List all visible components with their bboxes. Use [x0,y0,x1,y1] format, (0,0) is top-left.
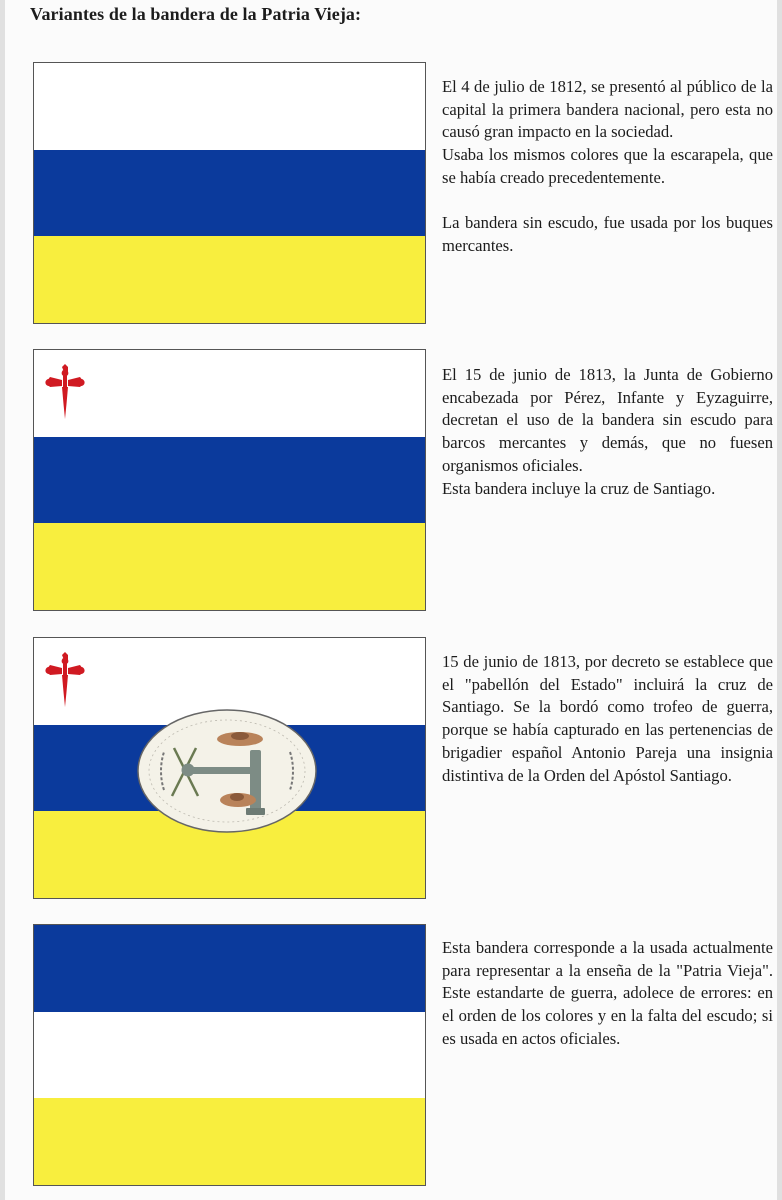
flag-2-stripe-1 [34,350,425,437]
flag-2-stripe-3 [34,523,425,610]
flag-2-paragraph-2: Esta bandera incluye la cruz de Santiago. [442,478,716,498]
flag-1-paragraph-1: El 4 de julio de 1812, se presentó al público de la capital la primera bandera nacional, pero esta no causó gran impacto en la sociedad. [442,77,773,142]
flag-4-stripe-2 [34,1012,425,1099]
flag-4-image [33,924,426,1186]
page-right-edge [777,0,782,1200]
flag-3-description [442,651,773,787]
flag-2-paragraph-1: El 15 de junio de 1813, la Junta de Gobierno encabezada por Pérez, Infante y Eyzaguirre, decretan el uso de la bandera sin escudo para barcos mercantes y demás, que no fuesen organismos oficiales. [442,365,773,475]
flag-4-stripe-3 [34,1098,425,1185]
flag-1-stripe-1 [34,63,425,150]
flag-1-paragraph-2: Usaba los mismos colores que la escarapela, que se había creado precedentemente. [442,145,773,187]
flag-1-stripe-2 [34,150,425,237]
cross-of-santiago-icon [44,364,86,420]
flag-2-stripe-2 [34,437,425,524]
flag-3-paragraph-1: 15 de junio de 1813, por decreto se establece que el "pabellón del Estado" incluirá la cruz de Santiago. Se la bordó como trofeo de guerra, porque se había capturado en las pertenencias de brigadier español Antonio Pareja una insignia distintiva de la Orden del Apóstol Santiago. [442,652,773,785]
cross-of-santiago-icon [44,652,86,708]
flag-1-paragraph-3: La bandera sin escudo, fue usada por los buques mercantes. [442,213,773,255]
flag-2-description [442,364,773,500]
flag-4-paragraph-1: Esta bandera corresponde a la usada actualmente para representar a la enseña de la "Patria Vieja". Este estandarte de guerra, adolece de errores: en el orden de los colores y en la falta del escudo; si es usada en actos oficiales. [442,938,773,1048]
flag-1-description [442,76,773,258]
flag-2-image [33,349,426,611]
flag-4-description [442,937,773,1051]
flag-1-stripe-3 [34,236,425,323]
flag-4-stripe-1 [34,925,425,1012]
page-title: Variantes de la bandera de la Patria Vieja: [30,4,362,24]
flag-1-image [33,62,426,324]
page-left-edge [0,0,5,1200]
flag-3-image [33,637,426,899]
coat-of-arms-emblem [136,708,318,834]
